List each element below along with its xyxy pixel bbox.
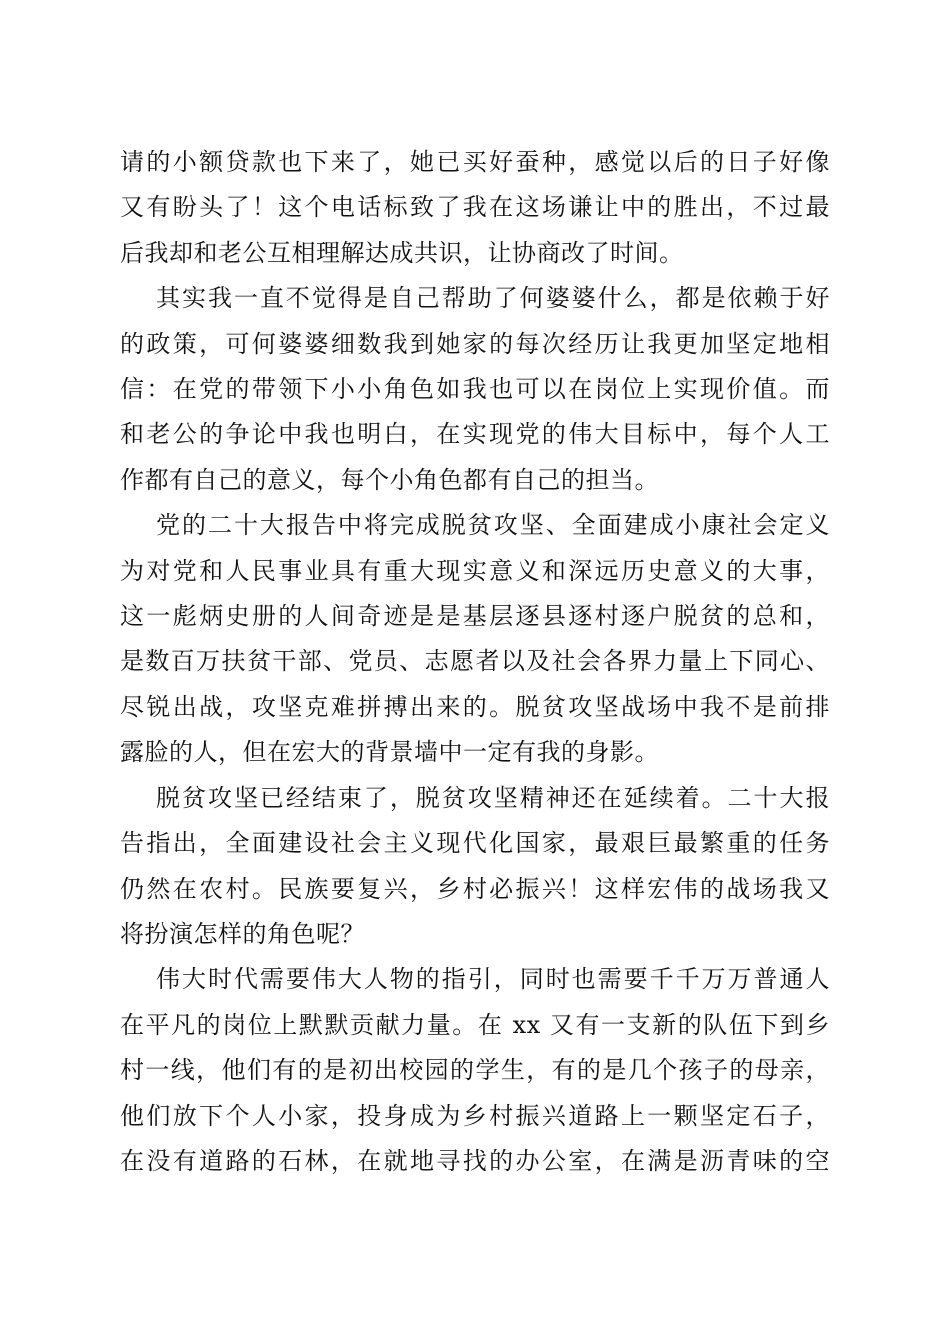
text-line: 党的二十大报告中将完成脱贫攻坚、全面建成小康社会定义 <box>156 511 830 540</box>
paragraph <box>120 276 830 503</box>
text-line: 和老公的争论中我也明白，在实现党的伟大目标中，每个人工 <box>120 420 830 449</box>
text-line: 露脸的人，但在宏大的背景墙中一定有我的身影。 <box>120 738 659 767</box>
text-line: 信：在党的带领下小小角色如我也可以在岗位上实现价值。而 <box>120 375 830 404</box>
text-line: 作都有自己的意义，每个小角色都有自己的担当。 <box>120 465 659 494</box>
text-line: 在没有道路的石林，在就地寻找的办公室，在满是沥青味的空 <box>120 1146 830 1175</box>
text-line: 尽锐出战，攻坚克难拼搏出来的。脱贫攻坚战场中我不是前排 <box>120 692 830 721</box>
paragraph <box>120 503 830 775</box>
paragraph <box>120 140 830 276</box>
text-line: 后我却和老公互相理解达成共识，让协商改了时间。 <box>120 238 684 267</box>
text-line: 村一线，他们有的是初出校园的学生，有的是几个孩子的母亲， <box>120 1056 830 1085</box>
text-line: 的政策，可何婆婆细数我到她家的每次经历让我更加坚定地相 <box>120 329 830 358</box>
text-line: 其实我一直不觉得是自己帮助了何婆婆什么，都是依赖于好 <box>156 284 830 313</box>
text-line: 他们放下个人小家，投身成为乡村振兴道路上一颗坚定石子， <box>120 1101 830 1130</box>
document-body <box>120 140 830 1184</box>
text-line: 伟大时代需要伟大人物的指引，同时也需要千千万万普通人 <box>156 965 830 994</box>
text-line: 脱贫攻坚已经结束了，脱贫攻坚精神还在延续着。二十大报 <box>156 783 830 812</box>
text-line: 将扮演怎样的角色呢？ <box>120 919 365 948</box>
text-line: 这一彪炳史册的人间奇迹是是基层逐县逐村逐户脱贫的总和， <box>120 602 830 631</box>
text-line: 为对党和人民事业具有重大现实意义和深远历史意义的大事， <box>120 556 830 585</box>
text-line: 请的小额贷款也下来了，她已买好蚕种，感觉以后的日子好像 <box>120 148 830 176</box>
text-line: 是数百万扶贫干部、党员、志愿者以及社会各界力量上下同心、 <box>120 647 830 676</box>
text-line: 仍然在农村。民族要复兴，乡村必振兴！这样宏伟的战场我又 <box>120 874 830 903</box>
text-line: 在平凡的岗位上默默贡献力量。在 xx 又有一支新的队伍下到乡 <box>120 1010 830 1039</box>
text-line: 又有盼头了！这个电话标致了我在这场谦让中的胜出，不过最 <box>120 193 830 222</box>
paragraph <box>120 776 830 958</box>
paragraph <box>120 957 830 1184</box>
text-line: 告指出，全面建设社会主义现代化国家，最艰巨最繁重的任务 <box>120 829 830 858</box>
